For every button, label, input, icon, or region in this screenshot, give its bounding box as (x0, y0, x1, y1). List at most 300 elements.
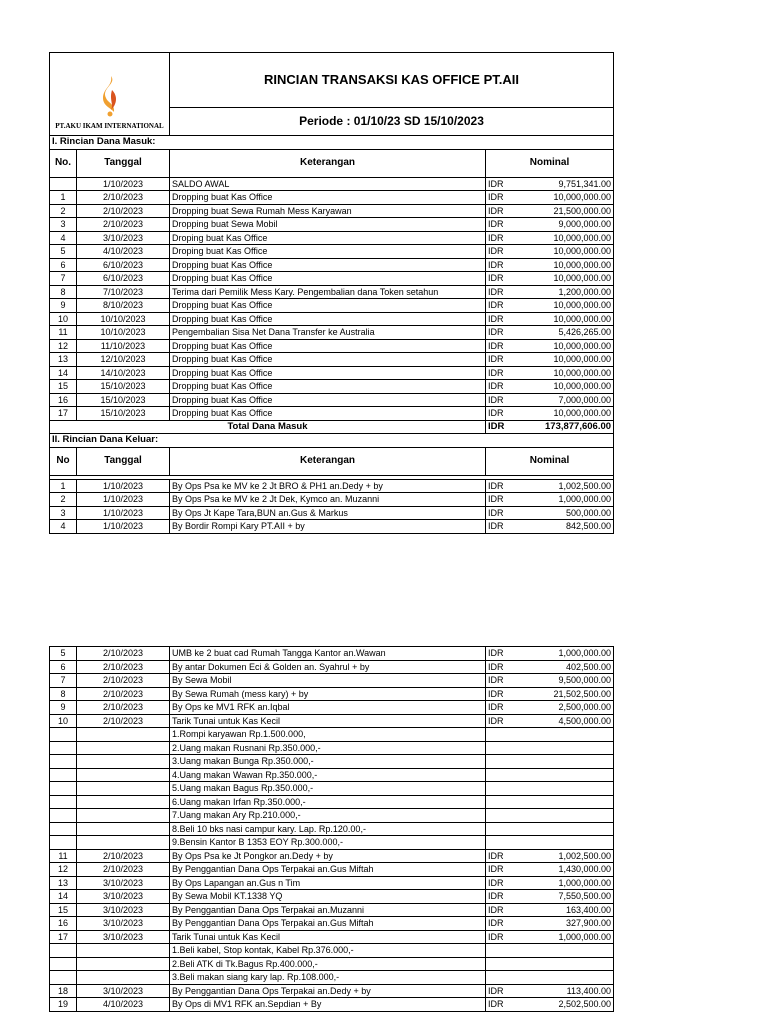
dana-masuk-table (49, 136, 614, 434)
row-desc: UMB ke 2 buat cad Rumah Tangga Kantor an.Wawan (170, 647, 486, 661)
row-currency: IDR (486, 520, 518, 534)
row-date: 3/10/2023 (77, 890, 170, 904)
col-header-date: Tanggal (77, 149, 170, 177)
row-desc: 3.Uang makan Bunga Rp.350.000,- (170, 755, 486, 769)
row-currency (486, 971, 518, 985)
row-currency (486, 957, 518, 971)
row-desc: 2.Uang makan Rusnani Rp.350.000,- (170, 741, 486, 755)
row-amount: 4,500,000.00 (518, 714, 614, 728)
row-desc: 8.Beli 10 bks nasi campur kary. Lap. Rp.120.00,- (170, 822, 486, 836)
row-no: 8 (50, 285, 77, 299)
table-row (50, 218, 614, 232)
row-desc: By Bordir Rompi Kary PT.AII + by (170, 520, 486, 534)
dana-keluar-rows-page1 (50, 479, 614, 533)
row-amount (518, 957, 614, 971)
table-row (50, 998, 614, 1012)
table-row (50, 393, 614, 407)
table-row (50, 728, 614, 742)
row-amount: 10,000,000.00 (518, 353, 614, 367)
row-amount: 9,500,000.00 (518, 674, 614, 688)
table-row (50, 714, 614, 728)
row-currency: IDR (486, 204, 518, 218)
row-date: 2/10/2023 (77, 660, 170, 674)
row-date: 1/10/2023 (77, 520, 170, 534)
row-date: 12/10/2023 (77, 353, 170, 367)
table-row (50, 755, 614, 769)
row-currency: IDR (486, 218, 518, 232)
table-row (50, 272, 614, 286)
total-label: Total Dana Masuk (50, 420, 486, 434)
row-date: 1/10/2023 (77, 506, 170, 520)
row-date: 2/10/2023 (77, 204, 170, 218)
table-row (50, 687, 614, 701)
row-no: 17 (50, 930, 77, 944)
row-no: 2 (50, 204, 77, 218)
row-amount: 163,400.00 (518, 903, 614, 917)
row-date: 4/10/2023 (77, 998, 170, 1012)
row-no: 13 (50, 353, 77, 367)
row-currency: IDR (486, 890, 518, 904)
row-no: 5 (50, 647, 77, 661)
row-currency (486, 755, 518, 769)
row-currency: IDR (486, 930, 518, 944)
row-no: 4 (50, 520, 77, 534)
row-amount (518, 822, 614, 836)
row-amount (518, 782, 614, 796)
row-currency (486, 741, 518, 755)
row-currency: IDR (486, 687, 518, 701)
row-amount: 10,000,000.00 (518, 245, 614, 259)
row-desc: Dropping buat Kas Office (170, 272, 486, 286)
row-date: 1/10/2023 (77, 493, 170, 507)
company-name: PT.AKU IKAM INTERNATIONAL (55, 121, 164, 130)
row-desc: Dropping buat Kas Office (170, 339, 486, 353)
row-currency: IDR (486, 299, 518, 313)
row-currency: IDR (486, 506, 518, 520)
row-desc: By Penggantian Dana Ops Terpakai an.Gus Miftah (170, 863, 486, 877)
row-amount: 10,000,000.00 (518, 299, 614, 313)
row-date (77, 944, 170, 958)
table-row (50, 520, 614, 534)
row-no: 4 (50, 231, 77, 245)
table-row (50, 191, 614, 205)
row-date: 3/10/2023 (77, 930, 170, 944)
row-currency: IDR (486, 285, 518, 299)
row-date: 3/10/2023 (77, 903, 170, 917)
row-desc: By Ops Psa ke MV ke 2 Jt Dek, Kymco an. Muzanni (170, 493, 486, 507)
row-no: 12 (50, 339, 77, 353)
row-desc: 7.Uang makan Ary Rp.210.000,- (170, 809, 486, 823)
table-row (50, 353, 614, 367)
row-date (77, 795, 170, 809)
row-date: 10/10/2023 (77, 312, 170, 326)
row-date (77, 957, 170, 971)
col-header-no: No. (50, 149, 77, 177)
row-desc: Dropping buat Sewa Rumah Mess Karyawan (170, 204, 486, 218)
row-date: 7/10/2023 (77, 285, 170, 299)
row-desc: By Ops Lapangan an.Gus n Tim (170, 876, 486, 890)
row-desc: Dropping buat Kas Office (170, 393, 486, 407)
row-no: 16 (50, 917, 77, 931)
row-no (50, 755, 77, 769)
row-desc: By antar Dokumen Eci & Golden an. Syahrul + by (170, 660, 486, 674)
row-currency: IDR (486, 647, 518, 661)
row-currency: IDR (486, 177, 518, 191)
row-no: 5 (50, 245, 77, 259)
row-no: 15 (50, 903, 77, 917)
table-row (50, 876, 614, 890)
table-row (50, 863, 614, 877)
row-amount: 402,500.00 (518, 660, 614, 674)
row-currency: IDR (486, 393, 518, 407)
row-date: 2/10/2023 (77, 191, 170, 205)
row-amount (518, 728, 614, 742)
table-row (50, 957, 614, 971)
row-no: 8 (50, 687, 77, 701)
table-row (50, 917, 614, 931)
row-currency: IDR (486, 714, 518, 728)
row-date: 2/10/2023 (77, 863, 170, 877)
row-desc: 5.Uang makan Bagus Rp.350.000,- (170, 782, 486, 796)
dana-keluar-rows-page2 (50, 647, 614, 1012)
table-row (50, 930, 614, 944)
row-desc: Droping buat Kas Office (170, 245, 486, 259)
row-amount (518, 809, 614, 823)
row-currency: IDR (486, 674, 518, 688)
row-desc: 2.Beli ATK di Tk.Bagus Rp.400.000,- (170, 957, 486, 971)
row-currency: IDR (486, 876, 518, 890)
col-header-date: Tanggal (77, 447, 170, 475)
row-desc: By Ops Psa ke Jt Pongkor an.Dedy + by (170, 849, 486, 863)
table-row (50, 299, 614, 313)
row-no (50, 741, 77, 755)
row-no: 3 (50, 506, 77, 520)
row-no: 1 (50, 191, 77, 205)
row-date: 2/10/2023 (77, 218, 170, 232)
table-row (50, 971, 614, 985)
row-amount (518, 741, 614, 755)
row-date (77, 755, 170, 769)
total-amount: 173,877,606.00 (518, 420, 614, 434)
row-amount: 2,502,500.00 (518, 998, 614, 1012)
row-no: 2 (50, 493, 77, 507)
table-row (50, 204, 614, 218)
row-date (77, 728, 170, 742)
row-no (50, 728, 77, 742)
row-no: 19 (50, 998, 77, 1012)
row-date: 4/10/2023 (77, 245, 170, 259)
row-desc: By Ops Jt Kape Tara,BUN an.Gus & Markus (170, 506, 486, 520)
row-date: 2/10/2023 (77, 701, 170, 715)
row-amount: 10,000,000.00 (518, 380, 614, 394)
table-row (50, 741, 614, 755)
col-header-amount: Nominal (486, 149, 614, 177)
row-currency (486, 782, 518, 796)
row-date: 10/10/2023 (77, 326, 170, 340)
row-no (50, 957, 77, 971)
row-currency: IDR (486, 339, 518, 353)
row-amount: 7,550,500.00 (518, 890, 614, 904)
row-date: 2/10/2023 (77, 849, 170, 863)
table-row (50, 177, 614, 191)
row-currency: IDR (486, 272, 518, 286)
row-currency (486, 768, 518, 782)
report-page-1 (49, 52, 613, 534)
row-desc: SALDO AWAL (170, 177, 486, 191)
row-desc: By Ops di MV1 RFK an.Sepdian + By (170, 998, 486, 1012)
row-currency (486, 795, 518, 809)
table-row (50, 245, 614, 259)
row-no: 11 (50, 326, 77, 340)
row-desc: Dropping buat Kas Office (170, 366, 486, 380)
col-header-desc: Keterangan (170, 149, 486, 177)
row-desc: By Sewa Rumah (mess kary) + by (170, 687, 486, 701)
table-row (50, 339, 614, 353)
table-row (50, 984, 614, 998)
row-no: 10 (50, 312, 77, 326)
row-date: 6/10/2023 (77, 272, 170, 286)
row-date (77, 809, 170, 823)
row-desc: Tarik Tunai untuk Kas Kecil (170, 714, 486, 728)
row-amount (518, 755, 614, 769)
row-amount: 842,500.00 (518, 520, 614, 534)
row-desc: 1.Beli kabel, Stop kontak, Kabel Rp.376.000,- (170, 944, 486, 958)
table-row (50, 849, 614, 863)
row-currency: IDR (486, 407, 518, 421)
row-amount: 9,000,000.00 (518, 218, 614, 232)
row-amount: 1,000,000.00 (518, 647, 614, 661)
row-date: 15/10/2023 (77, 380, 170, 394)
table-row (50, 782, 614, 796)
row-amount: 2,500,000.00 (518, 701, 614, 715)
table-row (50, 903, 614, 917)
row-desc: 4.Uang makan Wawan Rp.350.000,- (170, 768, 486, 782)
row-amount: 10,000,000.00 (518, 231, 614, 245)
row-no: 13 (50, 876, 77, 890)
row-no: 10 (50, 714, 77, 728)
row-amount: 1,000,000.00 (518, 493, 614, 507)
row-desc: Dropping buat Kas Office (170, 312, 486, 326)
row-no: 15 (50, 380, 77, 394)
row-amount: 1,000,000.00 (518, 876, 614, 890)
table-row (50, 493, 614, 507)
row-no: 7 (50, 674, 77, 688)
row-date: 15/10/2023 (77, 407, 170, 421)
row-date (77, 822, 170, 836)
row-date: 2/10/2023 (77, 647, 170, 661)
row-currency: IDR (486, 660, 518, 674)
row-amount (518, 971, 614, 985)
table-row (50, 285, 614, 299)
row-amount: 327,900.00 (518, 917, 614, 931)
row-no (50, 177, 77, 191)
row-currency: IDR (486, 863, 518, 877)
row-amount (518, 795, 614, 809)
row-no: 14 (50, 890, 77, 904)
row-date: 2/10/2023 (77, 687, 170, 701)
row-no: 6 (50, 660, 77, 674)
row-amount: 10,000,000.00 (518, 312, 614, 326)
row-no: 16 (50, 393, 77, 407)
table-row (50, 366, 614, 380)
row-currency: IDR (486, 849, 518, 863)
report-period: Periode : 01/10/23 SD 15/10/2023 (170, 108, 614, 136)
table-row (50, 506, 614, 520)
row-desc: By Sewa Mobil (170, 674, 486, 688)
row-desc: Terima dari Pemilik Mess Kary. Pengembalian dana Token setahun (170, 285, 486, 299)
row-no: 18 (50, 984, 77, 998)
row-amount: 5,426,265.00 (518, 326, 614, 340)
row-currency: IDR (486, 326, 518, 340)
row-date: 11/10/2023 (77, 339, 170, 353)
section-title-dana-keluar: II. Rincian Dana Keluar: (50, 434, 614, 447)
row-currency: IDR (486, 191, 518, 205)
row-currency (486, 728, 518, 742)
row-no: 11 (50, 849, 77, 863)
row-date: 3/10/2023 (77, 917, 170, 931)
row-amount: 1,000,000.00 (518, 930, 614, 944)
table-row (50, 701, 614, 715)
company-logo-cell (50, 53, 170, 136)
row-desc: By Penggantian Dana Ops Terpakai an.Dedy + by (170, 984, 486, 998)
dana-keluar-table (49, 434, 614, 534)
table-row (50, 380, 614, 394)
row-date (77, 836, 170, 850)
row-desc: 1.Rompi karyawan Rp.1.500.000, (170, 728, 486, 742)
report-page-2 (49, 646, 613, 1012)
row-no (50, 782, 77, 796)
row-amount: 10,000,000.00 (518, 366, 614, 380)
row-desc: Dropping buat Kas Office (170, 258, 486, 272)
table-row (50, 258, 614, 272)
row-desc: Dropping buat Kas Office (170, 380, 486, 394)
row-desc: Dropping buat Kas Office (170, 353, 486, 367)
dana-keluar-table-continued (49, 646, 614, 1012)
row-currency: IDR (486, 701, 518, 715)
row-amount: 9,751,341.00 (518, 177, 614, 191)
col-header-desc: Keterangan (170, 447, 486, 475)
row-desc: By Penggantian Dana Ops Terpakai an.Muzanni (170, 903, 486, 917)
row-date: 2/10/2023 (77, 674, 170, 688)
table-row (50, 795, 614, 809)
row-currency: IDR (486, 312, 518, 326)
table-row (50, 836, 614, 850)
row-currency: IDR (486, 258, 518, 272)
row-no: 9 (50, 701, 77, 715)
report-title: RINCIAN TRANSAKSI KAS OFFICE PT.AII (170, 53, 614, 108)
row-date: 6/10/2023 (77, 258, 170, 272)
row-amount: 10,000,000.00 (518, 339, 614, 353)
row-desc: Dropping buat Kas Office (170, 191, 486, 205)
row-date (77, 782, 170, 796)
row-no: 9 (50, 299, 77, 313)
row-date: 1/10/2023 (77, 479, 170, 493)
row-no (50, 809, 77, 823)
row-no: 3 (50, 218, 77, 232)
row-date: 3/10/2023 (77, 876, 170, 890)
row-date: 15/10/2023 (77, 393, 170, 407)
row-desc: Tarik Tunai untuk Kas Kecil (170, 930, 486, 944)
row-amount: 10,000,000.00 (518, 407, 614, 421)
table-row (50, 479, 614, 493)
row-no: 17 (50, 407, 77, 421)
row-desc: Pengembalian Sisa Net Dana Transfer ke Australia (170, 326, 486, 340)
row-amount: 21,502,500.00 (518, 687, 614, 701)
flame-logo-icon (97, 74, 123, 118)
row-currency (486, 822, 518, 836)
row-desc: By Ops Psa ke MV ke 2 Jt BRO & PH1 an.Dedy + by (170, 479, 486, 493)
row-date (77, 971, 170, 985)
row-currency: IDR (486, 903, 518, 917)
row-no (50, 836, 77, 850)
row-desc: Dropping buat Kas Office (170, 299, 486, 313)
row-date: 14/10/2023 (77, 366, 170, 380)
row-date: 8/10/2023 (77, 299, 170, 313)
row-amount: 113,400.00 (518, 984, 614, 998)
row-no: 7 (50, 272, 77, 286)
row-currency: IDR (486, 231, 518, 245)
row-desc: Dropping buat Kas Office (170, 407, 486, 421)
row-date: 2/10/2023 (77, 714, 170, 728)
row-date (77, 768, 170, 782)
row-currency: IDR (486, 245, 518, 259)
row-amount: 10,000,000.00 (518, 272, 614, 286)
row-desc: 6.Uang makan Irfan Rp.350.000,- (170, 795, 486, 809)
table-row (50, 674, 614, 688)
row-currency: IDR (486, 380, 518, 394)
row-no: 6 (50, 258, 77, 272)
row-currency: IDR (486, 493, 518, 507)
row-no (50, 944, 77, 958)
row-currency: IDR (486, 998, 518, 1012)
row-desc: 9.Bensin Kantor B 1353 EOY Rp.300.000,- (170, 836, 486, 850)
report-header (49, 52, 614, 136)
row-desc: By Ops ke MV1 RFK an.Iqbal (170, 701, 486, 715)
dana-masuk-rows (50, 177, 614, 420)
table-row (50, 809, 614, 823)
row-amount: 1,002,500.00 (518, 849, 614, 863)
table-row (50, 822, 614, 836)
row-amount: 10,000,000.00 (518, 191, 614, 205)
section-title-dana-masuk: I. Rincian Dana Masuk: (50, 136, 614, 149)
row-currency (486, 944, 518, 958)
col-header-no: No (50, 447, 77, 475)
row-currency (486, 809, 518, 823)
row-currency: IDR (486, 984, 518, 998)
table-row (50, 890, 614, 904)
row-no (50, 795, 77, 809)
row-date (77, 741, 170, 755)
row-amount (518, 944, 614, 958)
row-desc: Dropping buat Sewa Mobil (170, 218, 486, 232)
row-desc: By Sewa Mobil KT.1338 YQ (170, 890, 486, 904)
row-currency (486, 836, 518, 850)
row-date: 1/10/2023 (77, 177, 170, 191)
total-currency: IDR (486, 420, 518, 434)
row-no: 14 (50, 366, 77, 380)
row-amount: 10,000,000.00 (518, 258, 614, 272)
table-row (50, 944, 614, 958)
row-currency: IDR (486, 917, 518, 931)
row-no (50, 768, 77, 782)
row-no (50, 971, 77, 985)
row-amount (518, 836, 614, 850)
row-amount: 500,000.00 (518, 506, 614, 520)
row-amount: 1,200,000.00 (518, 285, 614, 299)
table-row (50, 407, 614, 421)
row-amount: 1,002,500.00 (518, 479, 614, 493)
row-currency: IDR (486, 479, 518, 493)
